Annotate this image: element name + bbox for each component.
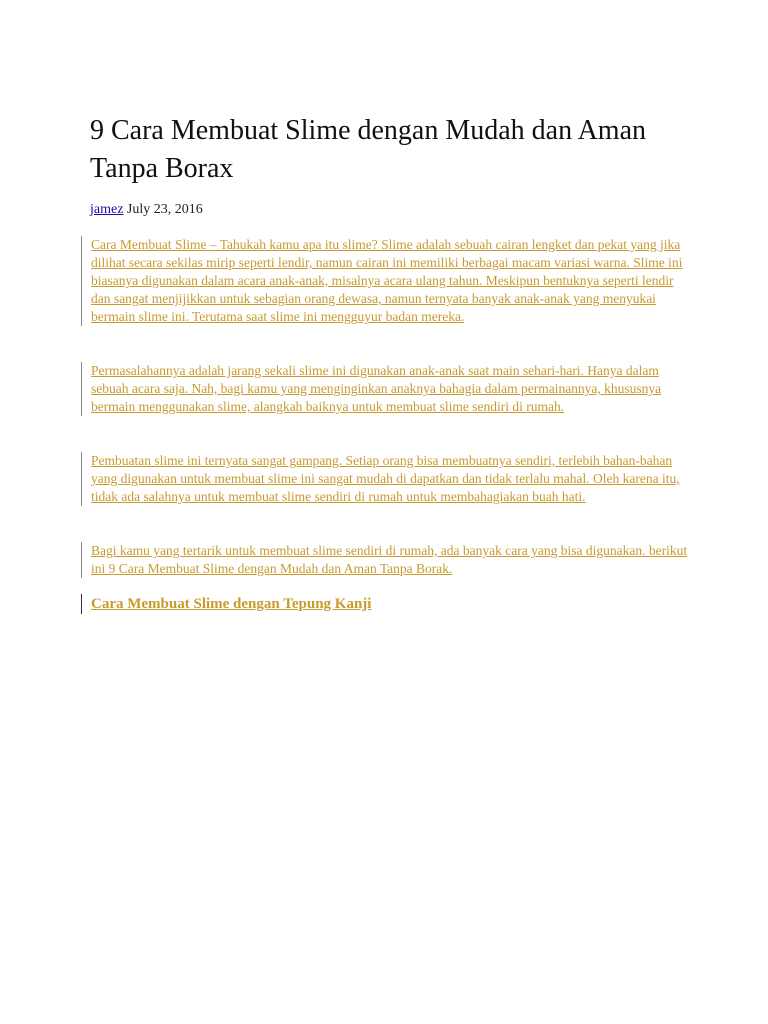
paragraph-4 [81, 542, 691, 578]
paragraph-4-link[interactable]: Bagi kamu yang tertarik untuk membuat slime sendiri di rumah, ada banyak cara yang bisa digunakan. berikut ini 9 Cara Membuat Slime dengan Mudah dan Aman Tanpa Borak. [91, 543, 688, 576]
section-heading [81, 594, 371, 614]
article-title: 9 Cara Membuat Slime dengan Mudah dan Aman Tanpa Borax [90, 115, 646, 184]
post-date: July 23, 2016 [126, 202, 203, 217]
author-link[interactable]: jamez [90, 202, 124, 217]
paragraph-1-link[interactable]: Cara Membuat Slime – Tahukah kamu apa itu slime? Slime adalah sebuah cairan lengket dan pekat yang jika dilihat secara sekilas mirip seperti lendir, namun cairan ini memiliki berbagai macam variasi warna. Slime ini biasanya digunakan dalam acara anak-anak, misalnya acara ulang tahun. Meskipun bentuknya seperti lendir dan sangat menjijikkan untuk sebagian orang dewasa, namun ternyata banyak anak-anak yang menyukai bermain slime ini. Terutama saat slime ini mengguyur badan mereka. [91, 237, 683, 324]
byline [90, 202, 203, 218]
paragraph-2 [81, 362, 691, 416]
paragraph-3 [81, 452, 691, 506]
paragraph-1 [81, 236, 691, 326]
paragraph-2-link[interactable]: Permasalahannya adalah jarang sekali slime ini digunakan anak-anak saat main sehari-hari. Hanya dalam sebuah acara saja. Nah, bagi kamu yang menginginkan anaknya bahagia dalam permainannya, khususnya bermain menggunakan slime, alangkah baiknya untuk membuat slime sendiri di rumah. [91, 363, 662, 414]
paragraph-3-link[interactable]: Pembuatan slime ini ternyata sangat gampang. Setiap orang bisa membuatnya sendiri, terlebih bahan-bahan yang digunakan untuk membuat slime ini sangat mudah di dapatkan dan tidak terlalu mahal. Oleh karena itu, tidak ada salahnya untuk membuat slime sendiri di rumah untuk membahagiakan buah hati. [91, 453, 680, 504]
section-heading-link[interactable]: Cara Membuat Slime dengan Tepung Kanji [91, 596, 372, 612]
